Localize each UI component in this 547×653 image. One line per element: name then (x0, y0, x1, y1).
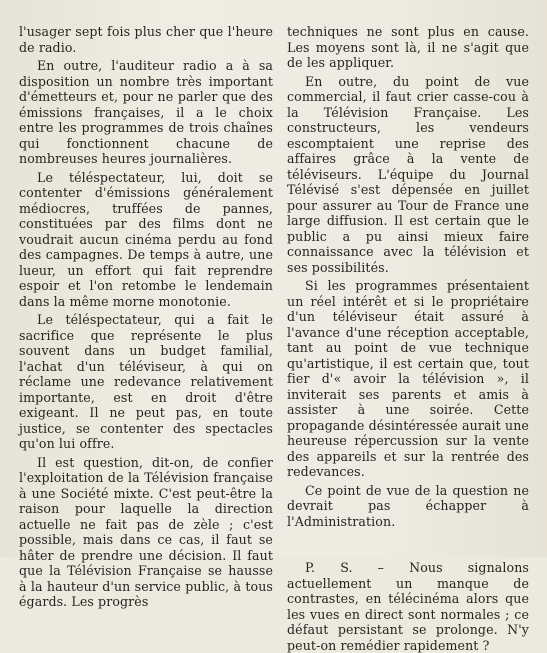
paragraph-commercial: En outre, du point de vue commercial, il faut crier casse-cou à la Télévision Française. Les constructeurs, les vendeurs escomptaient une reprise des affaires grâce à la vente de téléviseurs. L'équipe du Journal Télévisé s'est dépensée en juillet pour assurer au Tour de France une large diffusion. Il est certain que le public a pu ainsi mieux faire connaissance avec la télévision et ses possibilités. (287, 73, 529, 275)
paragraph-radio-listener: En outre, l'auditeur radio a à sa disposition un nombre très important d'émetteurs et, pour ne parler que des émissions françaises, il a le choix entre les programmes de trois chaînes qui fonctionnent chacune de nombreuses heures journalières. (19, 58, 273, 166)
paragraph-sacrifice: Le téléspectateur, qui a fait le sacrifice que représente le plus souvent dans un budget familial, l'achat d'un téléviseur, à qui on réclame une redevance relativement importante, est en droit d'être exigeant. Il ne peut pas, en toute justice, se contenter des spectacles qu'on lui offre. (19, 312, 273, 451)
paragraph-administration: Ce point de vue de la question ne devrait pas échapper à l'Administration. (287, 482, 529, 529)
paragraph-continuation-techniques: techniques ne sont plus en cause. Les moyens sont là, il ne s'agit que de les appliquer. (287, 24, 529, 70)
paragraph-programmes: Si les programmes présentaient un réel intérêt et si le propriétaire d'un téléviseur était assuré à l'avance d'une réception acceptable, tant au point de vue technique qu'artistique, il est certain que, tout fier d'« avoir la télévision », il inviterait ses parents et amis à assister à une soirée. Cette propagande désintéressée aurait une heureuse répercussion sur la vente des appareils et sur la rentrée des redevances. (287, 278, 529, 479)
paragraph-mixed-company: Il est question, dit-on, de confier l'exploitation de la Télévision française à une Société mixte. C'est peut-être la raison pour laquelle la direction actuelle ne fait pas de zèle ; c'est possible, mais dans ce cas, il faut se hâter de prendre une décision. Il faut que la Télévision Française se hausse à la hauteur d'un service public, à tous égards. Les progrès (19, 454, 273, 609)
left-column (19, 24, 273, 610)
postscript: P. S. – Nous signalons actuellement un manque de contrastes, en télécinéma alors que les vues en direct sont normales ; ce défaut persistant se prolonge. N'y peut-on remédier rapidement ? (287, 560, 529, 653)
right-column (287, 24, 529, 653)
paragraph-continuation: l'usager sept fois plus cher que l'heure de radio. (19, 24, 273, 55)
paragraph-tv-viewer: Le téléspectateur, lui, doit se contenter d'émissions généralement médiocres, truffées de pannes, constituées par des films dont ne voudrait aucun cinéma perdu au fond des campagnes. De temps à autre, une lueur, un effort qui fait reprendre espoir et l'on retombe le lendemain dans la même morne monotonie. (19, 169, 273, 309)
